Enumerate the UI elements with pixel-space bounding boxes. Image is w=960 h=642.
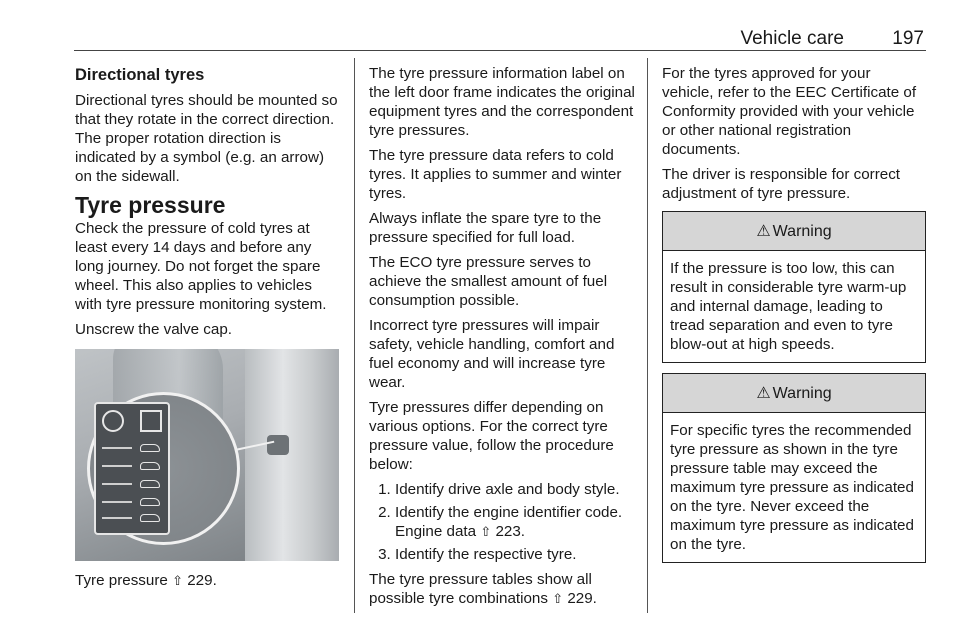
paragraph-driver-responsible: The driver is responsible for correct adjustment of tyre pressure. [662,166,901,202]
warning-triangle-icon: ⚠ [756,222,771,240]
warning-title: Warning [772,222,832,240]
page-reference-arrow-icon: ⇧ [172,573,183,588]
tables-text: The tyre pressure tables show all possible tyre combinations [369,571,592,607]
page-number: 197 [892,28,924,49]
door-frame-shape [245,349,339,561]
tyre-pressure-label-photo [75,349,339,561]
warning-triangle-icon: ⚠ [756,384,771,402]
warning-header [663,212,925,251]
paragraph-incorrect-pressure: Incorrect tyre pressures will impair safety, vehicle handling, comfort and fuel economy and will increase tyre wear. [369,317,615,391]
paragraph-unscrew: Unscrew the valve cap. [75,321,233,338]
step-item: 3. Identify the respective tyre. [395,545,635,564]
page-reference-arrow-icon: ⇧ [480,524,492,539]
warning-body [663,251,925,362]
warning-text: If the pressure is too low, this can result in considerable tyre warm-up and internal damage, leading to tread separation and even to tyre blow-out at high speeds. [670,260,907,353]
paragraph-check-pressure: Check the pressure of cold tyres at least every 14 days and before any long journey. Do not forget the spare wheel. This also applies to vehicles with tyre pressure monitoring system. [75,220,327,313]
sticker-row [102,514,164,523]
paragraph-spare-tyre: Always inflate the spare tyre to the pressure specified for full load. [369,210,602,246]
column-divider-2 [647,58,648,613]
heading-tyre-pressure: Tyre pressure [75,192,226,218]
warning-title: Warning [772,384,832,402]
procedure-steps [369,480,635,564]
warning-box-low-pressure [662,211,926,363]
column-1 [75,64,338,596]
tyre-pressure-sticker [94,402,170,535]
figure-caption [75,571,338,590]
warning-box-max-pressure [662,373,926,563]
sticker-symbol-icon [102,410,124,432]
column-divider-1 [354,58,355,613]
paragraph-cold-tyres: The tyre pressure data refers to cold tyres. It applies to summer and winter tyres. [369,147,622,202]
paragraph-directional: Directional tyres should be mounted so that they rotate in the correct direction. The proper rotation direction is indicated by a symbol (e.g. an arrow) on the sidewall. [75,92,338,185]
step-text: Identify the engine identifier code. Engine data [395,504,623,540]
page-reference-arrow-icon: ⇧ [552,591,564,606]
paragraph-tables [369,570,635,608]
paragraph-procedure-intro: Tyre pressures differ depending on various options. For the correct tyre pressure value, follow the procedure below: [369,399,614,473]
section-title: Vehicle care [740,28,844,49]
warning-body [663,413,925,562]
step-item: 1. Identify drive axle and body style. [395,480,635,499]
caption-text: Tyre pressure [75,572,168,589]
heading-directional-tyres: Directional tyres [75,66,205,84]
paragraph-eco-pressure: The ECO tyre pressure serves to achieve the smallest amount of fuel consumption possible. [369,254,608,309]
caption-page-ref[interactable]: 229. [187,572,217,589]
column-3 [662,64,926,563]
sticker-row [102,480,164,489]
step-item [395,503,635,541]
tables-page-ref[interactable]: 229. [567,590,597,607]
step-page-ref[interactable]: 223. [495,523,526,540]
column-2 [369,64,635,614]
warning-text: For specific tyres the recommended tyre pressure as shown in the tyre pressure table may exceed the maximum tyre pressure as indicated on the tyre. Never exceed the maximum tyre pressure as indicated on the tyre. [670,422,914,553]
sticker-row [102,498,164,507]
warning-header [663,374,925,413]
paragraph-label-location: The tyre pressure information label on the left door frame indicates the original equipment tyres and the correspondent tyre pressures. [369,65,635,139]
sticker-row [102,462,164,471]
door-latch-shape [267,435,289,455]
sticker-row [102,444,164,453]
manual-book-icon [140,410,162,432]
page-header [74,26,926,51]
paragraph-approved-tyres: For the tyres approved for your vehicle, refer to the EEC Certificate of Conformity provided with your vehicle or other national registration documents. [662,65,917,158]
